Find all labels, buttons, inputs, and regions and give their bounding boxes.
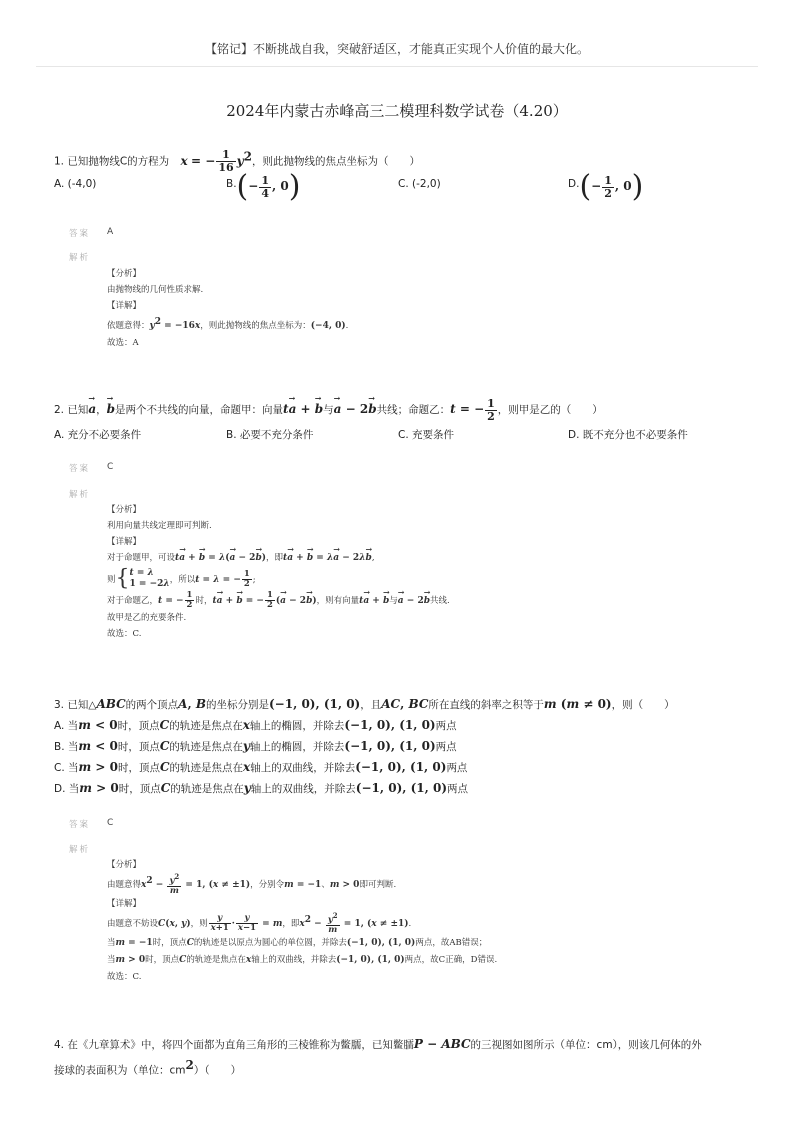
q2-answer-label: 答案 (69, 464, 91, 474)
q3-sol-line-2: 当m = −1时，顶点C的轨迹是以原点为圆心的单位圆，并除去(−1, 0), (1, 0)两点，故AB错误； (107, 937, 488, 948)
q1-sol-detail-title: 【详解】 (107, 301, 142, 312)
q2-sol-line-5: 故选：C. (107, 629, 142, 640)
header-divider (36, 66, 758, 67)
q2-sol-line-2: 则{t = λ 1 = −2λ，所以t = λ = − $\frac{1}{2}$ ; (107, 566, 256, 592)
q1-options (54, 169, 754, 210)
q1-equation: x = − $\frac{1}{16}$ $y^2$ (180, 148, 252, 174)
q1-answer-value: A (107, 227, 114, 237)
q2-answer-value: C (107, 462, 114, 472)
q3-sol-detail-title: 【详解】 (107, 898, 142, 909)
q2-analysis-label: 解析 (69, 490, 91, 500)
q1-sol-analysis-title: 【分析】 (107, 269, 142, 279)
q3-sol-line-1: 由题意不妨设C(x, y)，则 $\frac{y}{x+1}$ · $\frac{y}{x-1}$ = m，即$x^2$ − $\frac{y^2}{m}$ = 1, (x ≠ ±1). (107, 910, 412, 935)
q3-answer-value: C (107, 818, 114, 828)
q2-options (54, 427, 754, 465)
q1-sol-line-2: 故选：A (107, 338, 139, 349)
q3-solution (107, 857, 747, 985)
q3-sol-analysis-text: 由题意得$x^2$ − $\frac{y^2}{m}$ = 1, (x ≠ ±1)，分别令m = −1、m > 0即可判断. (107, 872, 397, 896)
motto-banner: 【铭记】不断挑战自我，突破舒适区，才能真正实现个人价值的最大化。 (204, 42, 589, 56)
q2-option-a[interactable]: A. 充分不必要条件 (54, 429, 142, 441)
q1-stem-suffix: ，则此抛物线的焦点坐标为（ ） (251, 155, 420, 168)
q3-option-b[interactable]: B. 当m < 0时，顶点C的轨迹是焦点在y轴上的椭圆，并除去(−1, 0), (1, 0)两点 (54, 739, 457, 753)
q1-option-a[interactable]: A. (-4,0) (54, 178, 97, 190)
question-4: 4. 在《九章算术》中，将四个面都为直角三角形的三棱锥称为鳖臑，已知鳖臑P − ABC的三视图如图所示（单位：cm），则该几何体的外 接球的表面积为（单位：$cm^2$）（ ） (54, 1037, 702, 1077)
q2-sol-line-4: 故甲是乙的充要条件. (107, 612, 187, 623)
q3-option-a[interactable]: A. 当m < 0时，顶点C的轨迹是焦点在x轴上的椭圆，并除去(−1, 0), (1, 0)两点 (54, 718, 457, 732)
q3-sol-analysis-title: 【分析】 (107, 860, 142, 870)
question-1 (54, 148, 754, 174)
page-title: 2024年内蒙古赤峰高三二模理科数学试卷（4.20） (226, 102, 568, 120)
question-2: 2. 已知→ a，→ b是两个不共线的向量，命题甲：向量t→ a + → b与→ a − 2→ b共线；命题乙：t = − $\frac{1}{2}$ ，则甲是乙的（ ） (54, 398, 754, 422)
q1-answer-label: 答案 (69, 229, 91, 239)
q2-solution (107, 502, 747, 642)
q2-option-b[interactable]: B. 必要不充分条件 (226, 429, 314, 441)
q1-sol-analysis-text: 由抛物线的几何性质求解. (107, 285, 204, 296)
q2-option-d[interactable]: D. 既不充分也不必要条件 (568, 429, 688, 441)
q3-sol-line-4: 故选：C. (107, 971, 142, 982)
q3-option-c[interactable]: C. 当m > 0时，顶点C的轨迹是焦点在x轴上的双曲线，并除去(−1, 0), (1, 0)两点 (54, 760, 468, 774)
q3-option-d[interactable]: D. 当m > 0时，顶点C的轨迹是焦点在y轴上的双曲线，并除去(−1, 0), (1, 0)两点 (54, 781, 469, 795)
q1-solution (107, 266, 747, 351)
q1-sol-line-1: 依题意得：$y^2 = -16x$，则此抛物线的焦点坐标为：(−4, 0). (107, 317, 349, 332)
q1-option-c[interactable]: C. (-2,0) (398, 178, 441, 190)
q3-analysis-label: 解析 (69, 845, 91, 855)
q2-sol-detail-title: 【详解】 (107, 537, 142, 548)
q1-option-d[interactable]: D.(− $\frac{1}{2}$ , 0) (568, 169, 644, 204)
question-3: 3. 已知△ABC的两个顶点A, B的坐标分别是(−1, 0), (1, 0)，且AC, BC所在直线的斜率之积等于m (m ≠ 0)，则（ ） (54, 697, 675, 711)
q2-sol-line-3: 对于命题乙，t = − $\frac{1}{2}$ 时，t→ a + → b = − $\frac{1}{2}$ (→ a − 2→ b)，则有向量t→ a + → b与→ a − 2→ b共线. (107, 591, 747, 610)
q2-option-c[interactable]: C. 充要条件 (398, 429, 455, 441)
q1-analysis-label: 解析 (69, 253, 91, 263)
q3-answer-label: 答案 (69, 820, 91, 830)
q2-sol-line-1: 对于命题甲，可设t→ a + → b = λ(→ a − 2→ b)，即t→ a + → b = λ→ a − 2λ→ b, (107, 550, 747, 567)
q1-option-b[interactable]: B.(− $\frac{1}{4}$ , 0) (226, 169, 301, 204)
q2-sol-analysis-title: 【分析】 (107, 505, 142, 515)
q1-stem-prefix: 1. 已知抛物线C的方程为 (54, 155, 170, 168)
q2-sol-analysis-text: 利用向量共线定理即可判断. (107, 521, 212, 532)
q3-sol-line-3: 当m > 0时，顶点C的轨迹是焦点在x轴上的双曲线，并除去(−1, 0), (1, 0)两点，故C正确，D错误. (107, 954, 498, 965)
